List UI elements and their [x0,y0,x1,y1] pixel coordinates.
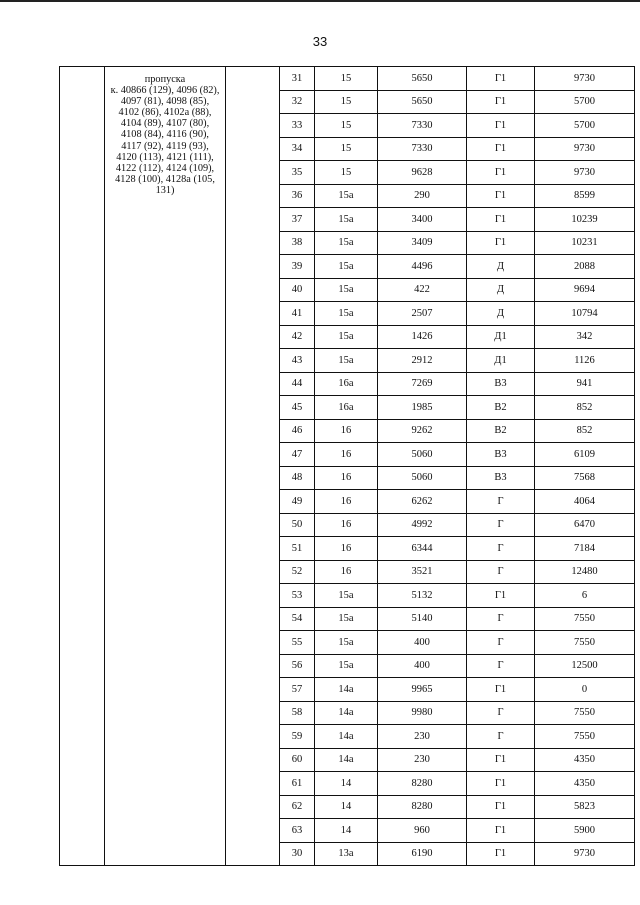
row-number-cell: 60 [280,748,315,772]
row-number-cell: 59 [280,725,315,749]
section-cell: 230 [378,725,467,749]
quarter-cell: 16 [315,560,378,584]
row-number-cell: 47 [280,443,315,467]
quarter-cell: 16 [315,419,378,443]
category-cell: Г [467,654,535,678]
section-cell: 3409 [378,231,467,255]
category-cell: Г1 [467,137,535,161]
section-cell: 8280 [378,795,467,819]
row-number-cell: 44 [280,372,315,396]
description-line: 131) [155,184,175,196]
category-cell: Д [467,302,535,326]
section-cell: 290 [378,184,467,208]
row-number-cell: 37 [280,208,315,232]
quarter-cell: 15а [315,278,378,302]
category-cell: В2 [467,396,535,420]
category-cell: Г1 [467,114,535,138]
value-cell: 9694 [535,278,635,302]
description-line: 4104 (89), 4107 (80), [120,118,210,130]
row-number-cell: 33 [280,114,315,138]
quarter-cell: 14а [315,678,378,702]
value-cell: 7550 [535,607,635,631]
row-number-cell: 51 [280,537,315,561]
quarter-cell: 15а [315,302,378,326]
description-line: 4120 (113), 4121 (111), [116,151,214,163]
quarter-cell: 15а [315,184,378,208]
value-cell: 7550 [535,701,635,725]
category-cell: Г [467,537,535,561]
data-table [59,66,635,866]
value-cell: 6 [535,584,635,608]
category-cell: Г [467,490,535,514]
value-cell: 5823 [535,795,635,819]
quarter-cell: 14 [315,795,378,819]
section-cell: 3521 [378,560,467,584]
section-cell: 9965 [378,678,467,702]
category-cell: Г1 [467,184,535,208]
value-cell: 7568 [535,466,635,490]
description-line: к. 40866 (129), 4096 (82), [110,85,220,97]
section-cell: 6344 [378,537,467,561]
row-number-cell: 35 [280,161,315,185]
category-cell: В3 [467,466,535,490]
section-cell: 960 [378,819,467,843]
description-cell [105,67,226,866]
category-cell: Г [467,560,535,584]
description-line: 4122 (112), 4124 (109), [115,162,215,174]
category-cell: Г1 [467,819,535,843]
quarter-cell: 15а [315,654,378,678]
row-number-cell: 57 [280,678,315,702]
row-number-cell: 41 [280,302,315,326]
value-cell: 6109 [535,443,635,467]
section-cell: 8280 [378,772,467,796]
value-cell: 9730 [535,161,635,185]
quarter-cell: 14 [315,772,378,796]
description-line: 4097 (81), 4098 (85), [120,96,210,108]
quarter-cell: 15 [315,90,378,114]
value-cell: 9730 [535,137,635,161]
category-cell: В2 [467,419,535,443]
row-number-cell: 39 [280,255,315,279]
category-cell: Д [467,255,535,279]
quarter-cell: 15 [315,161,378,185]
category-cell: Г [467,725,535,749]
quarter-cell: 15а [315,255,378,279]
value-cell: 0 [535,678,635,702]
category-cell: В3 [467,443,535,467]
category-cell: Г1 [467,842,535,866]
value-cell: 4064 [535,490,635,514]
value-cell: 4350 [535,772,635,796]
quarter-cell: 14а [315,701,378,725]
value-cell: 10239 [535,208,635,232]
value-cell: 7184 [535,537,635,561]
quarter-cell: 15а [315,607,378,631]
section-cell: 4496 [378,255,467,279]
quarter-cell: 14а [315,725,378,749]
value-cell: 4350 [535,748,635,772]
quarter-cell: 15а [315,208,378,232]
row-number-cell: 40 [280,278,315,302]
empty-column-cell [60,67,105,866]
table-row [60,67,635,91]
section-cell: 9628 [378,161,467,185]
section-cell: 7330 [378,114,467,138]
section-cell: 230 [378,748,467,772]
value-cell: 941 [535,372,635,396]
value-cell: 7550 [535,631,635,655]
category-cell: Г1 [467,90,535,114]
section-cell: 3400 [378,208,467,232]
value-cell: 342 [535,325,635,349]
category-cell: Г [467,631,535,655]
row-number-cell: 48 [280,466,315,490]
section-cell: 7269 [378,372,467,396]
category-cell: Д1 [467,349,535,373]
value-cell: 5700 [535,114,635,138]
value-cell: 6470 [535,513,635,537]
quarter-cell: 15а [315,325,378,349]
row-number-cell: 58 [280,701,315,725]
row-number-cell: 62 [280,795,315,819]
quarter-cell: 13а [315,842,378,866]
description-text [105,67,225,196]
category-cell: В3 [467,372,535,396]
category-cell: Г1 [467,748,535,772]
section-cell: 5060 [378,466,467,490]
row-number-cell: 31 [280,67,315,91]
quarter-cell: 16 [315,537,378,561]
quarter-cell: 16 [315,466,378,490]
row-number-cell: 52 [280,560,315,584]
quarter-cell: 15а [315,631,378,655]
quarter-cell: 16 [315,490,378,514]
category-cell: Д1 [467,325,535,349]
quarter-cell: 15а [315,349,378,373]
value-cell: 9730 [535,842,635,866]
row-number-cell: 45 [280,396,315,420]
row-number-cell: 38 [280,231,315,255]
section-cell: 1426 [378,325,467,349]
quarter-cell: 15 [315,114,378,138]
section-cell: 2912 [378,349,467,373]
row-number-cell: 36 [280,184,315,208]
value-cell: 852 [535,396,635,420]
category-cell: Г [467,513,535,537]
quarter-cell: 15 [315,67,378,91]
quarter-cell: 16 [315,513,378,537]
category-cell: Г1 [467,772,535,796]
category-cell: Г1 [467,584,535,608]
row-number-cell: 54 [280,607,315,631]
section-cell: 5650 [378,67,467,91]
category-cell: Д [467,278,535,302]
value-cell: 10794 [535,302,635,326]
description-line: пропуска [144,74,186,85]
description-line: 4117 (92), 4119 (93), [121,140,209,152]
page-number: 33 [312,34,328,49]
row-number-cell: 56 [280,654,315,678]
category-cell: Г1 [467,67,535,91]
value-cell: 8599 [535,184,635,208]
section-cell: 400 [378,654,467,678]
empty-column-cell [226,67,280,866]
value-cell: 1126 [535,349,635,373]
value-cell: 9730 [535,67,635,91]
row-number-cell: 63 [280,819,315,843]
section-cell: 422 [378,278,467,302]
section-cell: 5060 [378,443,467,467]
quarter-cell: 16а [315,396,378,420]
row-number-cell: 53 [280,584,315,608]
category-cell: Г [467,607,535,631]
category-cell: Г1 [467,678,535,702]
description-line: 4128 (100), 4128а (105, [115,173,215,185]
section-cell: 9262 [378,419,467,443]
value-cell: 12500 [535,654,635,678]
row-number-cell: 50 [280,513,315,537]
section-cell: 6262 [378,490,467,514]
section-cell: 2507 [378,302,467,326]
section-cell: 5650 [378,90,467,114]
value-cell: 5900 [535,819,635,843]
section-cell: 5140 [378,607,467,631]
category-cell: Г [467,701,535,725]
quarter-cell: 14 [315,819,378,843]
value-cell: 5700 [535,90,635,114]
category-cell: Г1 [467,231,535,255]
description-line: 4108 (84), 4116 (90), [121,129,209,141]
section-cell: 4992 [378,513,467,537]
row-number-cell: 46 [280,419,315,443]
quarter-cell: 15а [315,231,378,255]
value-cell: 12480 [535,560,635,584]
row-number-cell: 32 [280,90,315,114]
quarter-cell: 16а [315,372,378,396]
quarter-cell: 15а [315,584,378,608]
top-border-line [0,0,640,2]
quarter-cell: 15 [315,137,378,161]
category-cell: Г1 [467,161,535,185]
section-cell: 9980 [378,701,467,725]
row-number-cell: 55 [280,631,315,655]
section-cell: 400 [378,631,467,655]
description-line: 4102 (86), 4102а (88), [118,107,212,119]
quarter-cell: 14а [315,748,378,772]
row-number-cell: 42 [280,325,315,349]
value-cell: 7550 [535,725,635,749]
category-cell: Г1 [467,795,535,819]
row-number-cell: 43 [280,349,315,373]
section-cell: 1985 [378,396,467,420]
value-cell: 2088 [535,255,635,279]
row-number-cell: 34 [280,137,315,161]
category-cell: Г1 [467,208,535,232]
section-cell: 6190 [378,842,467,866]
row-number-cell: 49 [280,490,315,514]
section-cell: 7330 [378,137,467,161]
value-cell: 10231 [535,231,635,255]
row-number-cell: 61 [280,772,315,796]
quarter-cell: 16 [315,443,378,467]
row-number-cell: 30 [280,842,315,866]
value-cell: 852 [535,419,635,443]
section-cell: 5132 [378,584,467,608]
